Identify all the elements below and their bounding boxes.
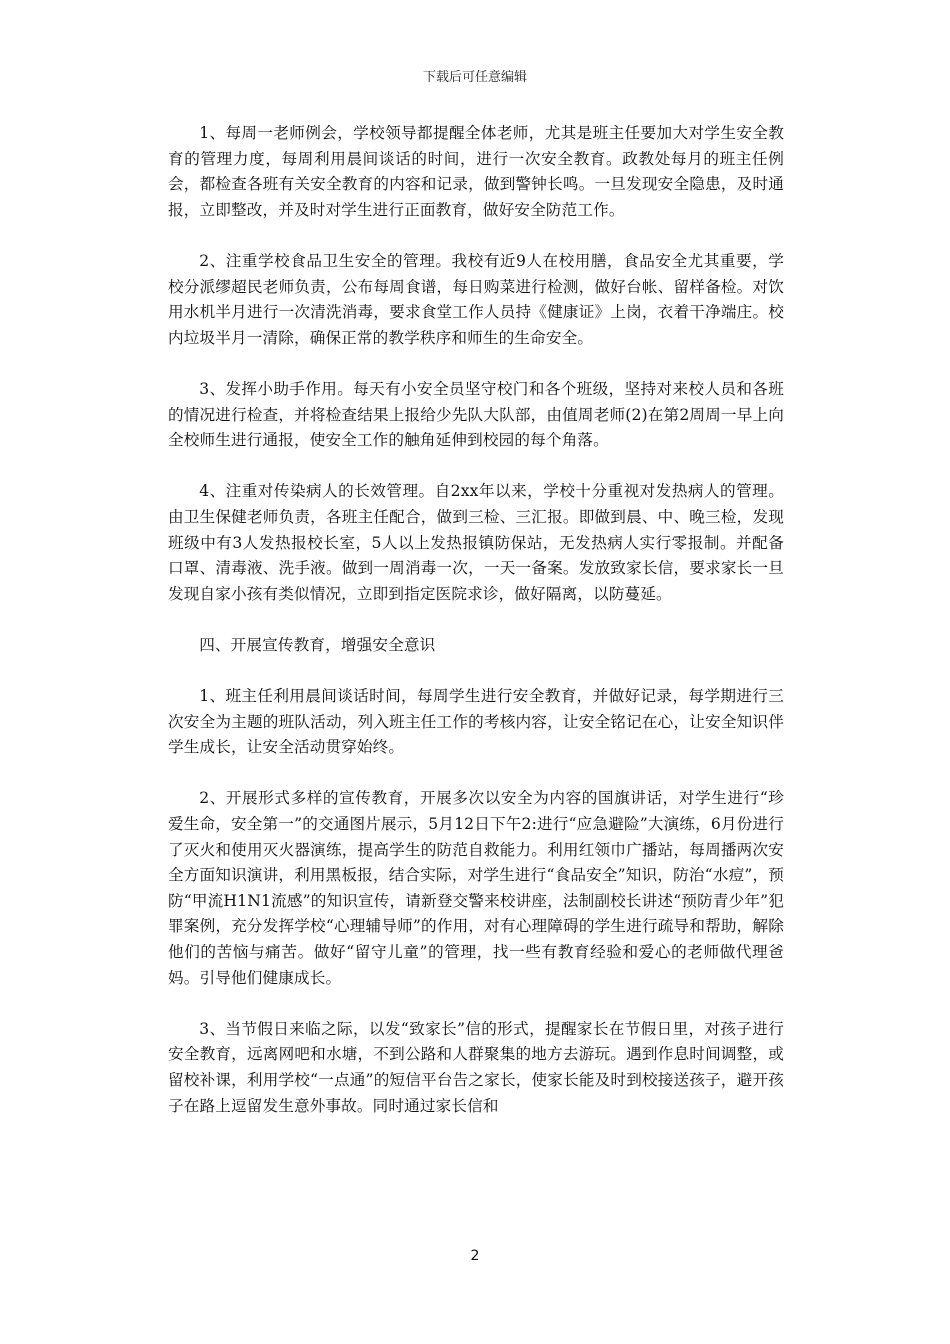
paragraph-6: 2、开展形式多样的宣传教育，开展多次以安全为内容的国旗讲话，对学生进行“珍爱生命，安全第一”的交通图片展示，5月12日下午2:进行“应急避险”大演练，6月份进行了灭火和使用灭火器演练，提高学生的防范自救能力。利用红领巾广播站，每周播两次安全方面知识演讲，利用黑板报，结合实际，对学生进行“食品安全”知识，防治“水痘”，预防“甲流H1N1流感”的知识宣传，请新登交警来校讲座，法制副校长讲述“预防青少年”犯罪案例，充分发挥学校“心理辅导师”的作用，对有心理障碍的学生进行疏导和帮助，解除他们的苦恼与痛苦。做好“留守儿童”的管理，找一些有教育经验和爱心的老师做代理爸妈。引导他们健康成长。 [168,789,784,987]
paragraph-2: 2、注重学校食品卫生安全的管理。我校有近9人在校用膳，食品安全尤其重要，学校分派缪超民老师负责，公布每周食谱，每日购菜进行检测，做好台帐、留样备检。对饮用水机半月进行一次清洗消毒，要求食堂工作人员持《健康证》上岗，衣着干净端庄。校内垃圾半月一清除，确保正常的教学秩序和师生的生命安全。 [168,251,784,347]
paragraph-7: 3、当节假日来临之际，以发“致家长”信的形式，提醒家长在节假日里，对孩子进行安全教育，远离网吧和水塘，不到公路和人群聚集的地方去游玩。遇到作息时间调整，或留校补课，利用学校“一点通”的短信平台告之家长，使家长能及时到校接送孩子，避开孩子在路上逗留发生意外事故。同时通过家长信和 [168,1019,784,1115]
paragraph-4: 4、注重对传染病人的长效管理。自2xx年以来，学校十分重视对发热病人的管理。由卫生保健老师负责，各班主任配合，做到三检、三汇报。即做到晨、中、晚三检，发现班级中有3人发热报校长室，5人以上发热报镇防保站，无发热病人实行零报制。并配备口罩、清毒液、洗手液。做到一周消毒一次，一天一备案。发放致家长信，要求家长一旦发现自家小孩有类似情况，立即到指定医院求诊，做好隔离，以防蔓延。 [168,482,784,603]
section-heading: 四、开展宣传教育，增强安全意识 [199,635,436,654]
page-number: 2 [470,1248,480,1264]
paragraph-5: 1、班主任利用晨间谈话时间，每周学生进行安全教育，并做好记录，每学期进行三次安全为主题的班队活动，列入班主任工作的考核内容，让安全铭记在心，让安全知识伴学生成长，让安全活动贯穿始终。 [168,687,784,757]
page-header: 下载后可任意编辑 [422,70,527,85]
document-body [168,121,784,1119]
paragraph-1: 1、每周一老师例会，学校领导都提醒全体老师，尤其是班主任要加大对学生安全教育的管理力度，每周利用晨间谈话的时间，进行一次安全教育。政教处每月的班主任例会，都检查各班有关安全教育的内容和记录，做到警钟长鸣。一旦发现安全隐患，及时通报，立即整改，并及时对学生进行正面教育，做好安全防范工作。 [168,124,784,219]
paragraph-3: 3、发挥小助手作用。每天有小安全员坚守校门和各个班级，坚持对来校人员和各班的情况进行检查，并将检查结果上报给少先队大队部，由值周老师(2)在第2周周一早上向全校师生进行通报，使安全工作的触角延伸到校园的每个角落。 [168,379,784,450]
